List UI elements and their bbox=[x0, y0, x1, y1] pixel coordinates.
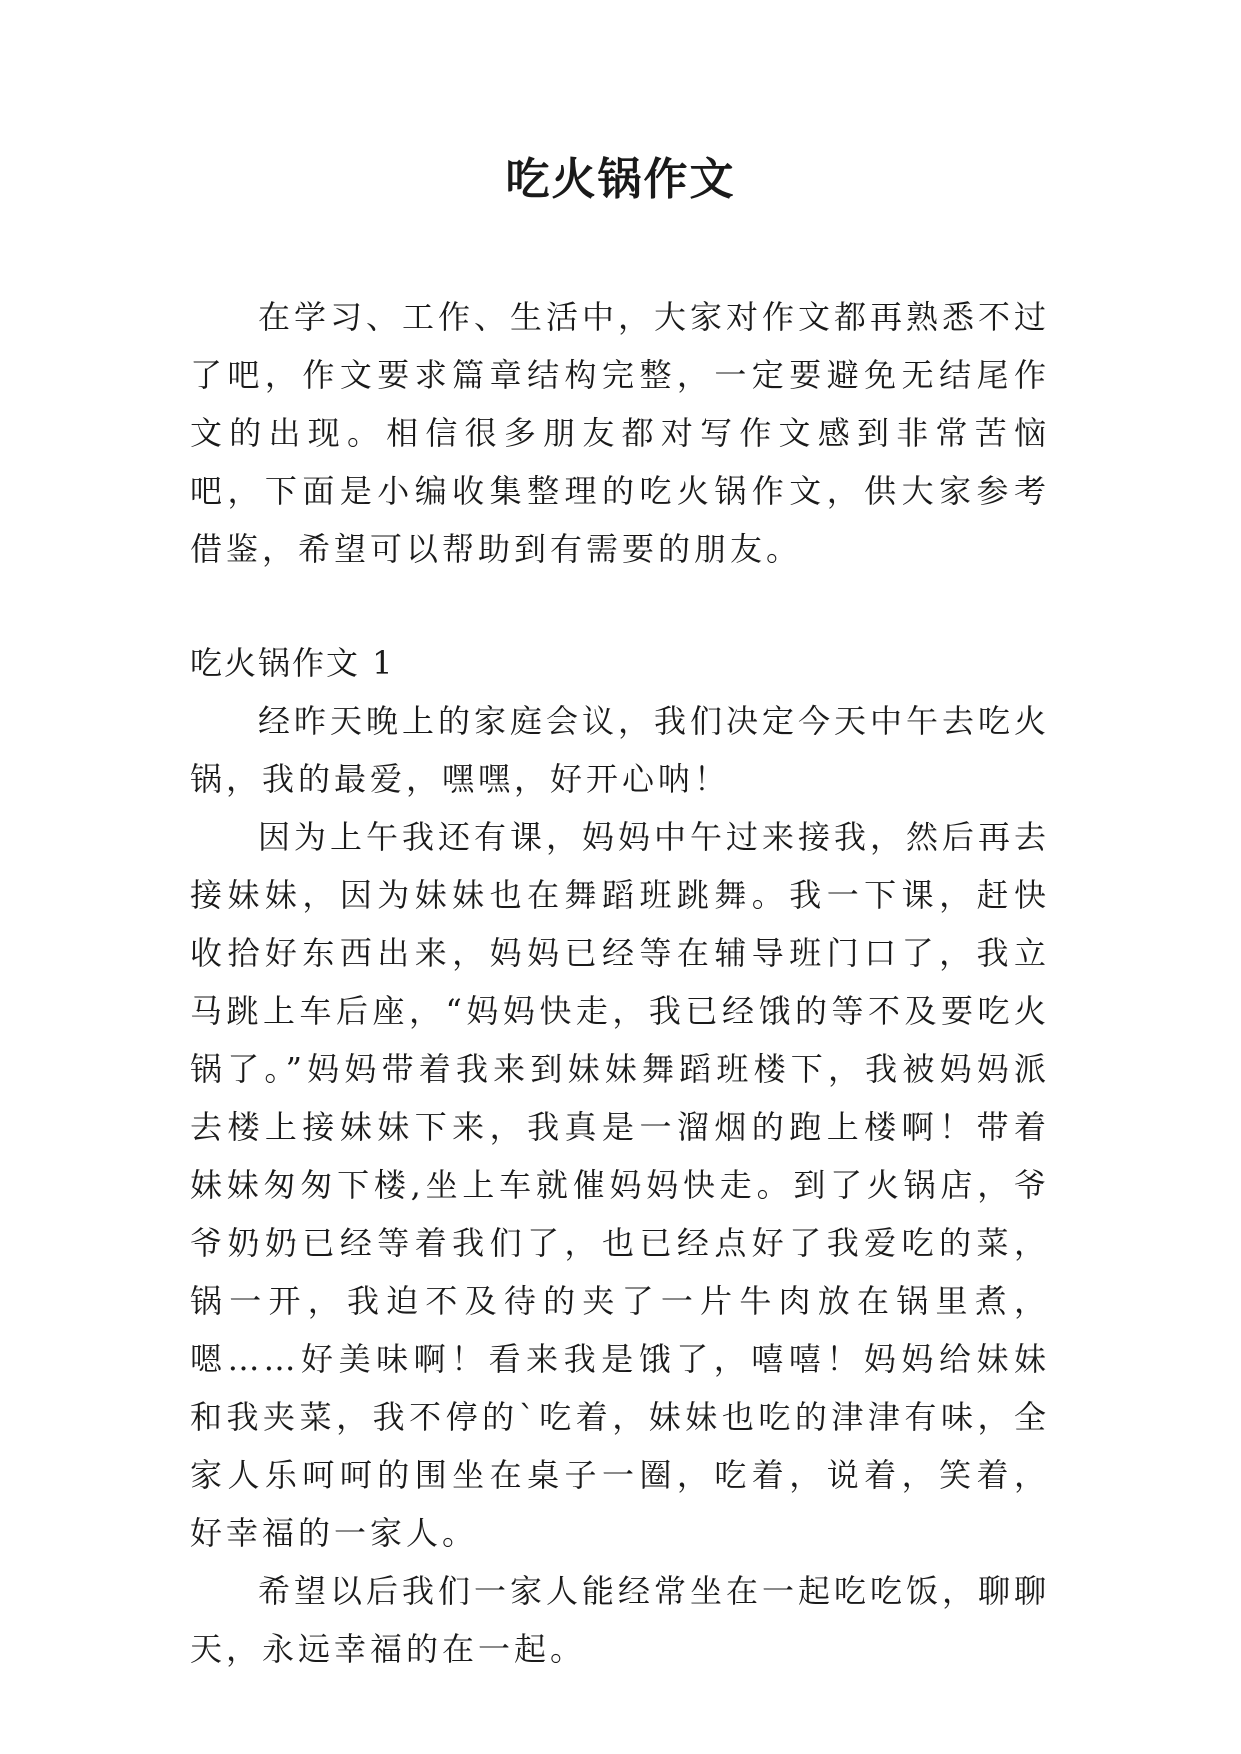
essay-paragraph: 因为上午我还有课，妈妈中午过来接我，然后再去接妹妹，因为妹妹也在舞蹈班跳舞。我一下课，赶快收拾好东西出来，妈妈已经等在辅导班门口了，我立马跳上车后座，“妈妈快走，我已经饿的等不及要吃火锅了。”妈妈带着我来到妹妹舞蹈班楼下，我被妈妈派去楼上接妹妹下来，我真是一溜烟的跑上楼啊！带着妹妹匆匆下楼,坐上车就催妈妈快走。到了火锅店，爷爷奶奶已经等着我们了，也已经点好了我爱吃的菜，锅一开，我迫不及待的夹了一片牛肉放在锅里煮，嗯……好美味啊！看来我是饿了，嘻嘻！妈妈给妹妹和我夹菜，我不停的`吃着，妹妹也吃的津津有味，全家人乐呵呵的围坐在桌子一圈，吃着，说着，笑着，好幸福的一家人。 bbox=[190, 818, 1051, 1552]
page-title: 吃火锅作文 bbox=[505, 154, 736, 205]
intro-paragraph: 在学习、工作、生活中，大家对作文都再熟悉不过了吧，作文要求篇章结构完整，一定要避免无结尾作文的出现。相信很多朋友都对写作文感到非常苦恼吧，下面是小编收集整理的吃火锅作文，供大家参考借鉴，希望可以帮助到有需要的朋友。 bbox=[190, 298, 1051, 568]
essay-paragraph: 希望以后我们一家人能经常坐在一起吃吃饭，聊聊天，永远幸福的在一起。 bbox=[190, 1572, 1051, 1668]
essay-body bbox=[190, 692, 1050, 1678]
essay-paragraph: 经昨天晚上的家庭会议，我们决定今天中午去吃火锅，我的最爱，嘿嘿，好开心呐！ bbox=[190, 702, 1051, 798]
section-heading: 吃火锅作文 1 bbox=[190, 644, 395, 682]
